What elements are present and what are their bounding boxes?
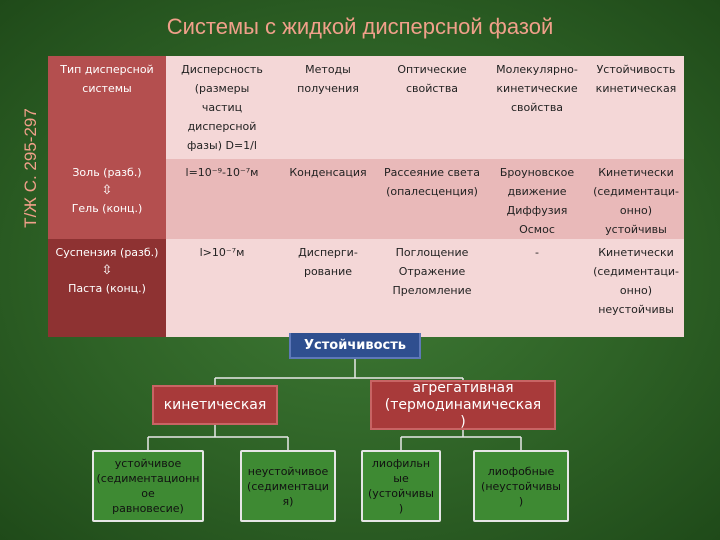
lyophobic-box: лиофобные (неустойчивы ) xyxy=(473,450,569,522)
header-type: Тип дисперсной системы xyxy=(48,56,166,159)
cell-dispersity: l>10⁻⁷м xyxy=(166,239,278,337)
cell-molecular: - xyxy=(486,239,588,337)
kinetic-stable-box: устойчивое (седиментационн ое равновесие) xyxy=(92,450,204,522)
cell-stability: Кинетически (седиментаци- онно) неустойчивы xyxy=(588,239,684,337)
header-dispersity: Дисперсность (размеры частиц дисперсной фазы) D=1/l xyxy=(166,56,278,159)
cell-methods: Конденсация xyxy=(278,159,378,239)
cell-optical: Поглощение Отражение Преломление xyxy=(378,239,486,337)
type-top-label: Золь (разб.) xyxy=(72,166,142,179)
aggregative-stability-box: агрегативная (термодинамическая ) xyxy=(370,380,556,430)
header-methods: Методы получения xyxy=(278,56,378,159)
kinetic-stability-box: кинетическая xyxy=(152,385,278,425)
kinetic-connector xyxy=(148,425,288,450)
type-bottom-label: Паста (конц.) xyxy=(68,282,146,295)
cell-optical: Рассеяние света (опалесценция) xyxy=(378,159,486,239)
type-top-label: Суспензия (разб.) xyxy=(55,246,159,259)
stability-root-box: Устойчивость xyxy=(289,333,421,359)
lyophilic-box: лиофильн ые (устойчивы ) xyxy=(361,450,441,522)
cell-molecular: Броуновское движение Диффузия Осмос xyxy=(486,159,588,239)
side-reference-text: Т/Ж С. 295-297 xyxy=(21,108,41,228)
type-bottom-label: Гель (конц.) xyxy=(71,202,143,215)
header-optical: Оптические свойства xyxy=(378,56,486,159)
up-down-arrow-icon: ⇳ xyxy=(101,263,113,278)
up-down-arrow-icon: ⇳ xyxy=(101,183,113,198)
header-stability: Устойчивость кинетическая xyxy=(588,56,684,159)
cell-stability: Кинетически (седиментаци- онно) устойчивы xyxy=(588,159,684,239)
cell-dispersity: l=10⁻⁹-10⁻⁷м xyxy=(166,159,278,239)
kinetic-unstable-box: неустойчивое (седиментаци я) xyxy=(240,450,336,522)
aggregative-connector xyxy=(401,430,521,450)
header-molecular: Молекулярно- кинетические свойства xyxy=(486,56,588,159)
cell-methods: Дисперги- рование xyxy=(278,239,378,337)
slide-title: Системы с жидкой дисперсной фазой xyxy=(166,14,554,39)
